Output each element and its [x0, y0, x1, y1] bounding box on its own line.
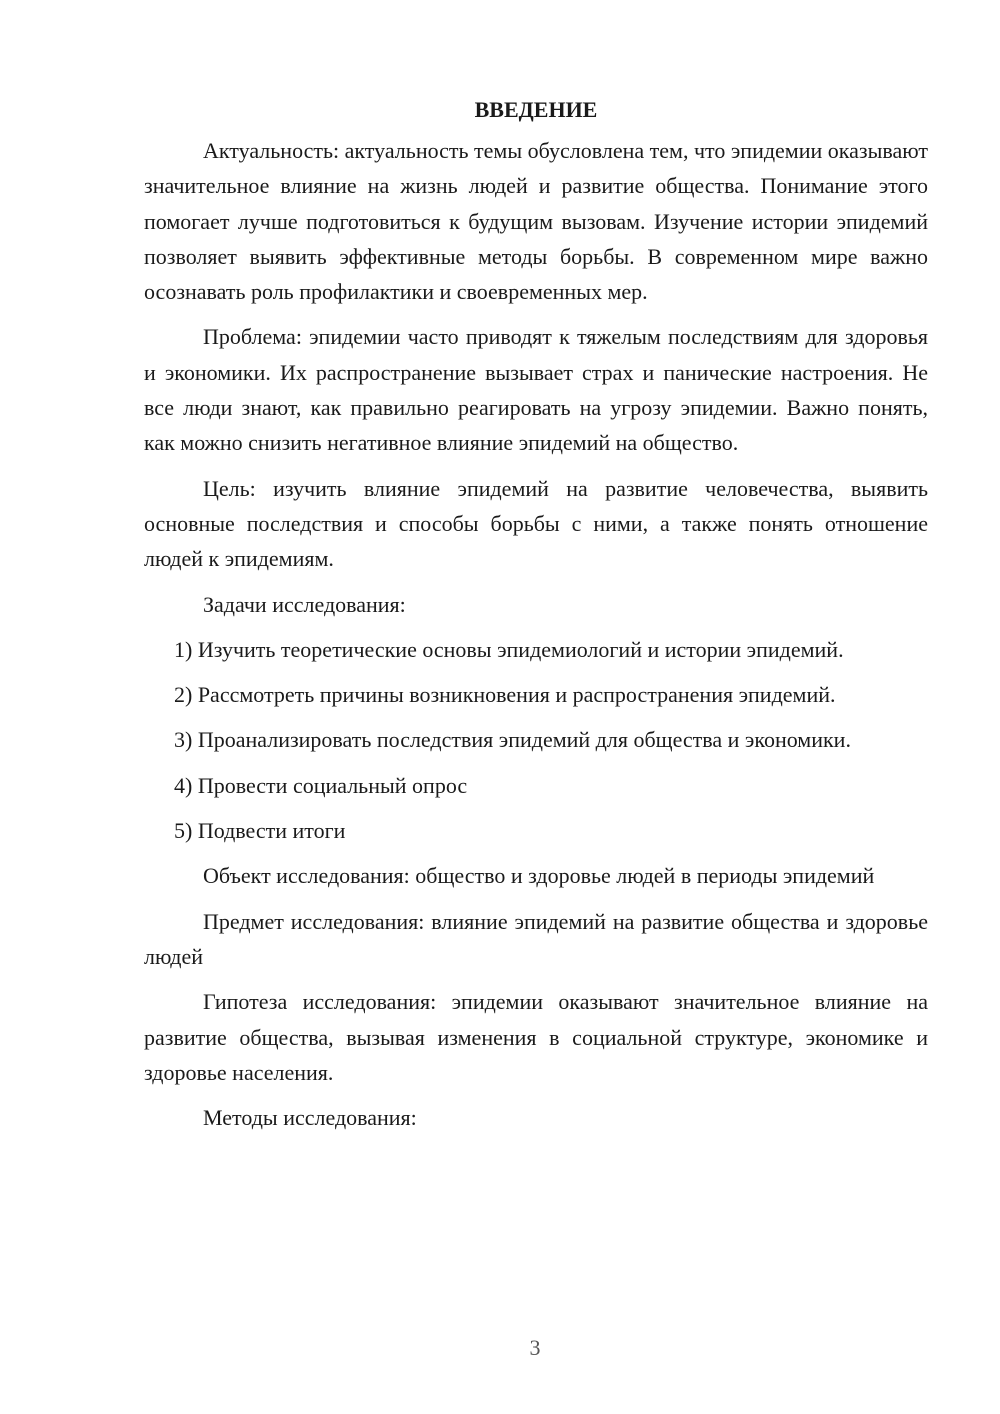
document-page: [144, 92, 928, 1145]
paragraph-relevance: Актуальность: актуальность темы обусловлена тем, что эпидемии оказывают значительное влияние на жизнь людей и развитие общества. Понимание этого помогает лучше подготовиться к будущим вызовам. Изучение истории эпидемий позволяет выявить эффективные методы борьбы. В современном мире важно осознавать роль профилактики и своевременных мер.: [144, 138, 928, 305]
paragraph-object: Объект исследования: общество и здоровье людей в периоды эпидемий: [203, 863, 875, 889]
page-number: 3: [529, 1335, 541, 1360]
task-item-3: 3) Проанализировать последствия эпидемий для общества и экономики.: [174, 727, 851, 753]
task-item-2: 2) Рассмотреть причины возникновения и распространения эпидемий.: [174, 682, 836, 708]
paragraph-problem: Проблема: эпидемии часто приводят к тяжелым последствиям для здоровья и экономики. Их распространение вызывает страх и панические настроения. Не все люди знают, как правильно реагировать на угрозу эпидемии. Важно понять, как можно снизить негативное влияние эпидемий на общество.: [144, 324, 928, 456]
tasks-heading: Задачи исследования:: [203, 591, 406, 617]
methods-heading: Методы исследования:: [203, 1105, 417, 1131]
task-item-4: 4) Провести социальный опрос: [174, 772, 468, 798]
paragraph-hypothesis: Гипотеза исследования: эпидемии оказывают значительное влияние на развитие общества, вызывая изменения в социальной структуре, экономике и здоровье населения.: [144, 989, 928, 1085]
paragraph-goal: Цель: изучить влияние эпидемий на развитие человечества, выявить основные последствия и способы борьбы с ними, а также понять отношение людей к эпидемиям.: [144, 475, 928, 572]
paragraph-subject: Предмет исследования: влияние эпидемий на развитие общества и здоровье людей: [144, 908, 928, 969]
task-item-5: 5) Подвести итоги: [174, 818, 346, 844]
section-title: ВВЕДЕНИЕ: [474, 97, 598, 122]
task-item-1: 1) Изучить теоретические основы эпидемиологий и истории эпидемий.: [174, 636, 844, 662]
